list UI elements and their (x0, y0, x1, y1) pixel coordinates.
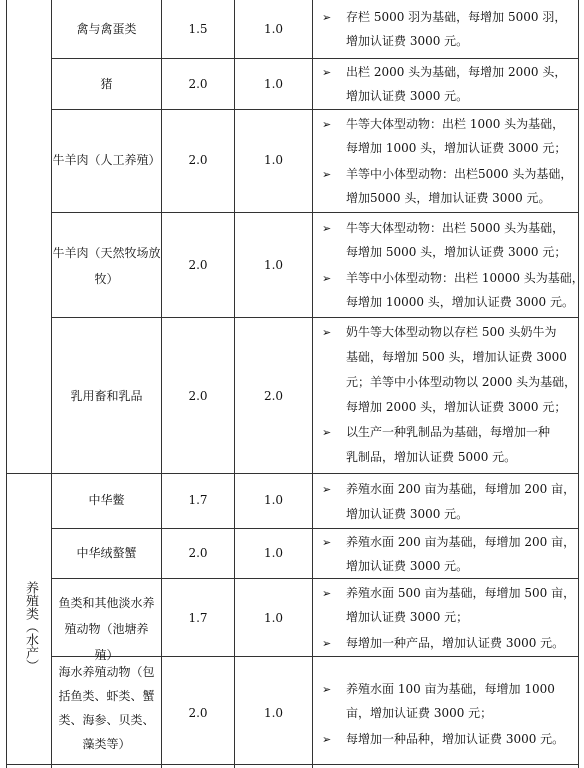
desc-line: 增加认证费 3000 元； (346, 610, 469, 624)
row-divider (51, 317, 579, 318)
coefficient-2: 1.0 (263, 706, 284, 720)
desc-line: 养殖水面 100 亩为基础，每增加 1000 (346, 682, 555, 696)
desc-line: 每增加一种产品，增加认证费 3000 元。 (346, 636, 565, 650)
desc-line: 每增加 10000 头，增加认证费 3000 元。 (346, 295, 574, 309)
section-divider (6, 473, 579, 474)
desc-line: 元；羊等中小体型动物以 2000 头为基础， (346, 375, 577, 389)
col-divider (312, 0, 313, 768)
desc-line: 出栏 2000 头为基础，每增加 2000 头， (346, 65, 567, 79)
row-divider (51, 528, 579, 529)
coefficient-1: 2.0 (188, 389, 208, 403)
desc-line: 以生产一种乳制品为基础，每增加一种 (346, 425, 551, 439)
bullet-icon: ➢ (322, 168, 332, 181)
product-name: 牛羊肉（天然牧场放牧） (52, 246, 161, 286)
desc-line: 羊等中小体型动物：出栏 10000 头为基础， (346, 271, 584, 285)
bullet-icon: ➢ (322, 11, 332, 24)
desc-line: 养殖水面 200 亩为基础，每增加 200 亩， (346, 482, 576, 496)
product-name: 中华绒螯蟹 (76, 546, 137, 560)
desc-line: 增加认证费 3000 元。 (346, 507, 469, 521)
coefficient-2: 1.0 (263, 493, 284, 507)
desc-line: 牛等大体型动物：出栏 1000 头为基础， (346, 117, 565, 131)
coefficient-2: 1.0 (263, 77, 284, 91)
row-divider (51, 58, 579, 59)
coefficient-1: 2.0 (188, 258, 208, 272)
table-border-right (578, 0, 579, 768)
bullet-icon: ➢ (322, 326, 332, 339)
bullet-icon: ➢ (322, 536, 332, 549)
row-divider (51, 109, 579, 110)
product-name: 海水养殖动物（包括鱼类、虾类、蟹类、海参、贝类、藻类等） (58, 665, 155, 751)
coefficient-1: 2.0 (188, 546, 208, 560)
desc-line: 增加认证费 3000 元。 (346, 34, 469, 48)
desc-line: 基础，每增加 500 头，增加认证费 3000 (346, 350, 567, 364)
desc-line: 增加认证费 3000 元。 (346, 559, 469, 573)
desc-line: 存栏 5000 羽为基础，每增加 5000 羽， (346, 10, 567, 24)
product-name: 禽与禽蛋类 (76, 22, 137, 36)
desc-line: 增加5000 头，增加认证费 3000 元。 (346, 191, 551, 205)
bullet-icon: ➢ (322, 66, 332, 79)
coefficient-1: 2.0 (188, 77, 208, 91)
category-aquaculture-label: 养殖类（水产） (23, 580, 38, 672)
coefficient-1: 2.0 (188, 153, 208, 167)
bullet-icon: ➢ (322, 733, 332, 746)
coefficient-2: 1.0 (263, 258, 284, 272)
desc-line: 养殖水面 200 亩为基础，每增加 200 亩， (346, 535, 576, 549)
bullet-icon: ➢ (322, 587, 332, 600)
product-name: 猪 (100, 77, 113, 91)
desc-line: 养殖水面 500 亩为基础，每增加 500 亩， (346, 586, 576, 600)
desc-line: 羊等中小体型动物：出栏5000 头为基础， (346, 167, 573, 181)
bullet-icon: ➢ (322, 272, 332, 285)
row-divider (51, 578, 579, 579)
row-divider (51, 212, 579, 213)
product-name: 鱼类和其他淡水养殖动物（池塘养殖） (58, 596, 155, 662)
coefficient-2: 1.0 (263, 153, 284, 167)
product-name: 牛羊肉（人工养殖） (52, 153, 161, 167)
bullet-icon: ➢ (322, 637, 332, 650)
coefficient-1: 1.5 (188, 22, 208, 36)
desc-line: 每增加一种品种，增加认证费 3000 元。 (346, 732, 565, 746)
table-border-left (6, 0, 7, 768)
coefficient-2: 2.0 (263, 389, 284, 403)
coefficient-1: 1.7 (188, 493, 208, 507)
bullet-icon: ➢ (322, 118, 332, 131)
desc-line: 奶牛等大体型动物以存栏 500 头奶牛为 (346, 325, 557, 339)
product-name: 中华鳖 (88, 493, 125, 507)
bullet-icon: ➢ (322, 483, 332, 496)
coefficient-2: 1.0 (263, 611, 284, 625)
desc-line: 每增加 2000 头，增加认证费 3000 元； (346, 400, 567, 414)
desc-line: 亩，增加认证费 3000 元； (346, 706, 493, 720)
product-name: 乳用畜和乳品 (70, 389, 143, 403)
coefficient-2: 1.0 (263, 546, 284, 560)
desc-line: 增加认证费 3000 元。 (346, 89, 469, 103)
desc-line: 牛等大体型动物：出栏 5000 头为基础， (346, 221, 565, 235)
table-border-bottom (6, 764, 579, 765)
desc-line: 每增加 1000 头，增加认证费 3000 元； (346, 141, 567, 155)
bullet-icon: ➢ (322, 426, 332, 439)
coefficient-1: 1.7 (188, 611, 208, 625)
bullet-icon: ➢ (322, 222, 332, 235)
desc-line: 乳制品，增加认证费 5000 元。 (346, 450, 517, 464)
desc-line: 每增加 5000 头，增加认证费 3000 元； (346, 245, 567, 259)
bullet-icon: ➢ (322, 683, 332, 696)
coefficient-1: 2.0 (188, 706, 208, 720)
coefficient-2: 1.0 (263, 22, 284, 36)
